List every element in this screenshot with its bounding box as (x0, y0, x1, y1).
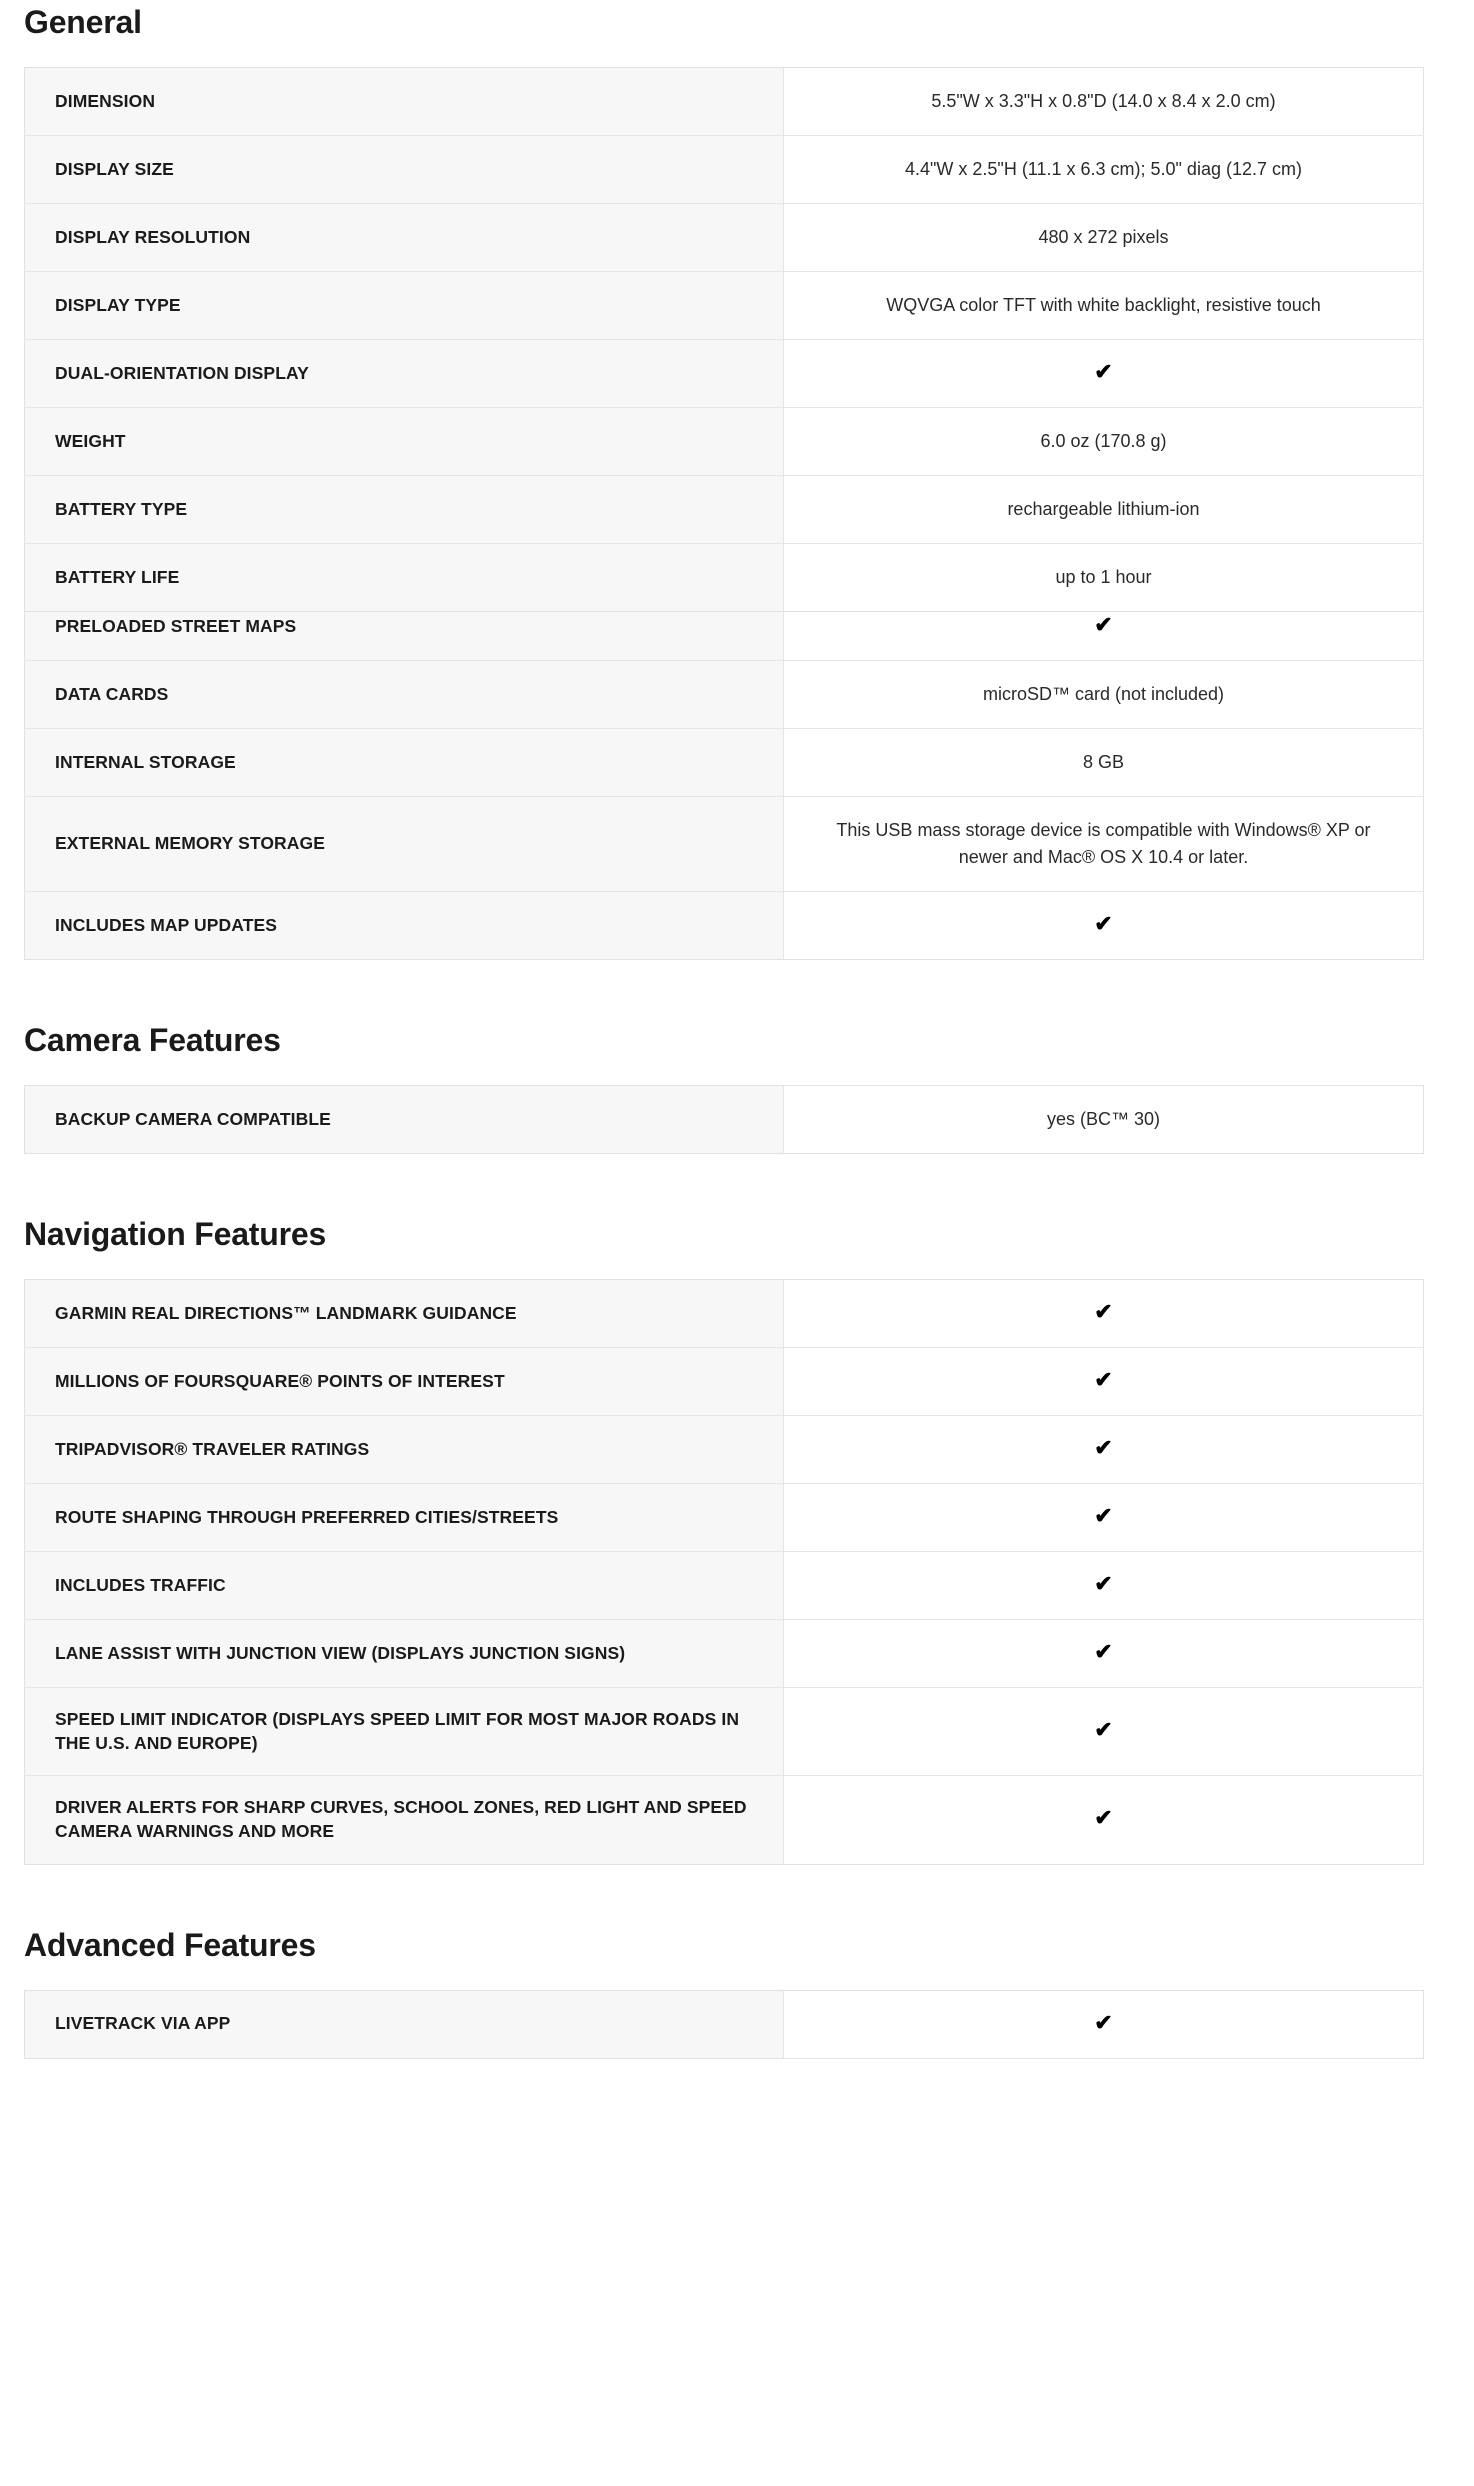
spec-value: 5.5"W x 3.3"H x 0.8"D (14.0 x 8.4 x 2.0 cm) (784, 68, 1424, 136)
table-row (25, 544, 1424, 612)
spec-value (784, 1348, 1424, 1416)
spec-table (24, 1279, 1424, 1865)
spec-label: DIMENSION (25, 68, 784, 136)
spec-label: DUAL-ORIENTATION DISPLAY (25, 340, 784, 408)
spec-label: BACKUP CAMERA COMPATIBLE (25, 1086, 784, 1154)
spec-section (0, 0, 1474, 587)
spec-label: DISPLAY RESOLUTION (25, 204, 784, 272)
spec-value (784, 340, 1424, 408)
spec-label: GARMIN REAL DIRECTIONS™ LANDMARK GUIDANCE (25, 1280, 784, 1348)
spec-value (784, 1688, 1424, 1776)
spec-value: WQVGA color TFT with white backlight, resistive touch (784, 272, 1424, 340)
spec-value (784, 1416, 1424, 1484)
section-title: General (24, 4, 142, 40)
spec-table-wrapper (0, 1990, 1474, 2059)
spec-label: WEIGHT (25, 408, 784, 476)
spec-value: 6.0 oz (170.8 g) (784, 408, 1424, 476)
spec-value (784, 1776, 1424, 1864)
check-icon: ✔ (1094, 612, 1113, 637)
spec-table-wrapper (0, 1085, 1474, 1154)
spec-label: TRIPADVISOR® TRAVELER RATINGS (25, 1416, 784, 1484)
spec-label: PRELOADED STREET MAPS (25, 593, 784, 661)
spec-value (784, 892, 1424, 960)
spec-label: LIVETRACK VIA APP (25, 1990, 784, 2058)
table-row (25, 1990, 1424, 2058)
spec-value (784, 1552, 1424, 1620)
spec-label: DATA CARDS (25, 661, 784, 729)
check-icon: ✔ (1094, 359, 1113, 384)
table-row (25, 1348, 1424, 1416)
check-icon: ✔ (1094, 1639, 1113, 1664)
section-spacer (0, 1154, 1474, 1216)
spec-value: This USB mass storage device is compatible with Windows® XP or newer and Mac® OS X 10.4 or later. (784, 797, 1424, 892)
section-spacer (0, 1865, 1474, 1927)
spec-value (784, 1620, 1424, 1688)
table-row (25, 136, 1424, 204)
section-title: Advanced Features (24, 1926, 316, 1963)
check-icon: ✔ (1094, 1805, 1113, 1831)
spec-value: rechargeable lithium-ion (784, 476, 1424, 544)
table-row (25, 1688, 1424, 1776)
check-icon: ✔ (1094, 2009, 1113, 2035)
spec-value: microSD™ card (not included) (784, 661, 1424, 729)
check-icon: ✔ (1094, 1435, 1113, 1460)
spec-table (24, 67, 1424, 612)
spec-value: 4.4"W x 2.5"H (11.1 x 6.3 cm); 5.0" diag (12.7 cm) (784, 136, 1424, 204)
spec-value: 8 GB (784, 729, 1424, 797)
check-icon: ✔ (1094, 1367, 1113, 1392)
spec-label: BATTERY TYPE (25, 476, 784, 544)
section-spacer (0, 960, 1474, 1022)
spec-section (0, 1154, 1474, 1865)
section-title: Camera Features (24, 1022, 281, 1058)
table-row (25, 797, 1424, 892)
section-title: Navigation Features (24, 1216, 327, 1252)
table-row (25, 1484, 1424, 1552)
table-row (25, 1776, 1424, 1864)
spec-table-wrapper (0, 67, 1474, 587)
spec-label: EXTERNAL MEMORY STORAGE (25, 797, 784, 892)
spec-table (24, 1990, 1424, 2059)
check-icon: ✔ (1094, 1299, 1113, 1324)
spec-label: INCLUDES TRAFFIC (25, 1552, 784, 1620)
spec-value: 480 x 272 pixels (784, 204, 1424, 272)
spec-section (0, 960, 1474, 1154)
spec-table-wrapper (0, 592, 1474, 960)
spec-label: LANE ASSIST WITH JUNCTION VIEW (DISPLAYS JUNCTION SIGNS) (25, 1620, 784, 1688)
check-icon: ✔ (1094, 1503, 1113, 1528)
spec-label: DISPLAY TYPE (25, 272, 784, 340)
spec-label: INTERNAL STORAGE (25, 729, 784, 797)
spec-label: SPEED LIMIT INDICATOR (DISPLAYS SPEED LIMIT FOR MOST MAJOR ROADS IN THE U.S. AND EUROPE) (25, 1688, 784, 1776)
check-icon: ✔ (1094, 1717, 1113, 1743)
spec-value: yes (BC™ 30) (784, 1086, 1424, 1154)
spec-value: up to 1 hour (784, 544, 1424, 612)
table-row (25, 661, 1424, 729)
spec-section (0, 1865, 1474, 2059)
table-row (25, 340, 1424, 408)
table-row (25, 1416, 1424, 1484)
spec-table (24, 1085, 1424, 1154)
spec-table (24, 592, 1424, 960)
check-icon: ✔ (1094, 911, 1113, 936)
table-row (25, 1552, 1424, 1620)
spec-value (784, 1280, 1424, 1348)
spec-label: DRIVER ALERTS FOR SHARP CURVES, SCHOOL ZONES, RED LIGHT AND SPEED CAMERA WARNINGS AND MORE (25, 1776, 784, 1864)
table-row (25, 476, 1424, 544)
table-row (25, 1280, 1424, 1348)
spec-value (784, 1990, 1424, 2058)
spec-label: MILLIONS OF FOURSQUARE® POINTS OF INTEREST (25, 1348, 784, 1416)
table-row (25, 408, 1424, 476)
spec-value (784, 1484, 1424, 1552)
spec-label: INCLUDES MAP UPDATES (25, 892, 784, 960)
table-row (25, 892, 1424, 960)
spec-table-wrapper (0, 1279, 1474, 1865)
table-row (25, 1086, 1424, 1154)
spec-label: BATTERY LIFE (25, 544, 784, 612)
table-row (25, 729, 1424, 797)
check-icon: ✔ (1094, 1571, 1113, 1596)
table-row (25, 68, 1424, 136)
table-row (25, 1620, 1424, 1688)
spec-label: DISPLAY SIZE (25, 136, 784, 204)
table-row (25, 204, 1424, 272)
table-row (25, 272, 1424, 340)
spec-label: ROUTE SHAPING THROUGH PREFERRED CITIES/STREETS (25, 1484, 784, 1552)
